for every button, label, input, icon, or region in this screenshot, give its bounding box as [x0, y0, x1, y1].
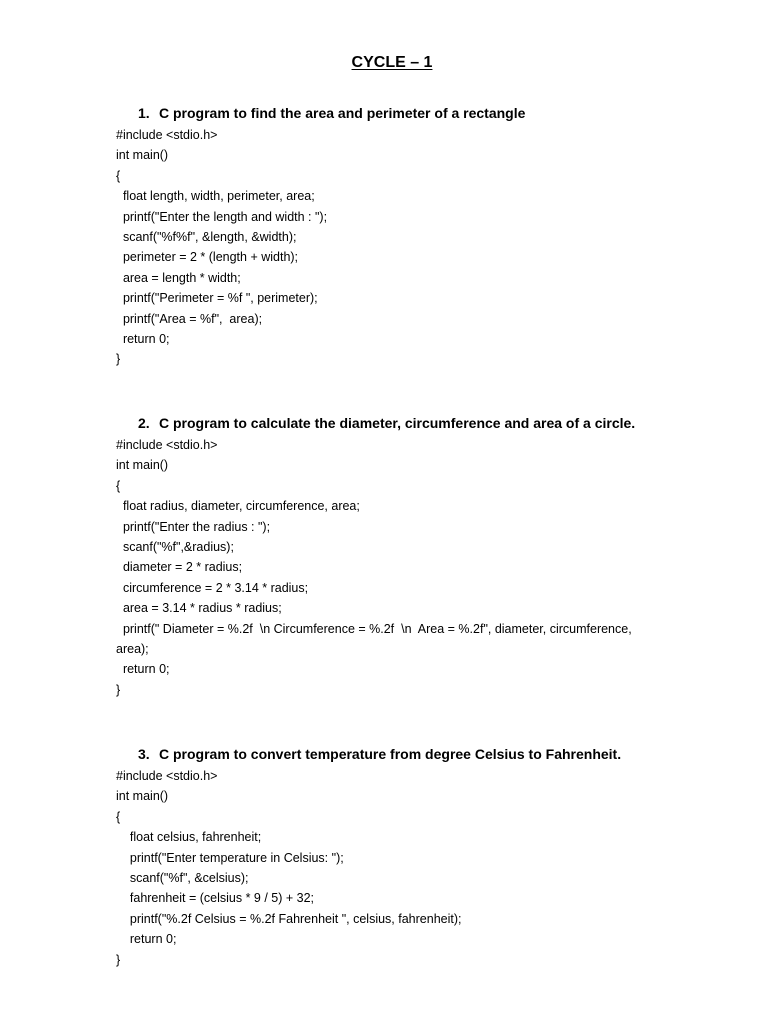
code-line: diameter = 2 * radius; — [116, 560, 243, 575]
code-line: int main() — [116, 148, 169, 163]
code-line: scanf("%f", &celsius); — [116, 870, 249, 885]
code-line: printf("Enter the radius : "); — [116, 519, 271, 534]
section-number: 2. — [138, 415, 150, 431]
code-block — [116, 766, 736, 970]
code-line: printf("Area = %f", area); — [116, 311, 263, 326]
code-line: } — [116, 352, 121, 367]
code-line: { — [116, 478, 121, 493]
code-line: float celsius, fahrenheit; — [116, 830, 262, 845]
code-line: } — [116, 682, 121, 697]
code-line: { — [116, 809, 121, 824]
code-line: #include <stdio.h> — [116, 438, 218, 452]
section-number: 3. — [138, 746, 150, 762]
section-heading-text: C program to calculate the diameter, circumference and area of a circle. — [159, 415, 636, 431]
code-line: float length, width, perimeter, area; — [116, 189, 315, 204]
code-line: printf("%.2f Celsius = %.2f Fahrenheit ", celsius, fahrenheit); — [116, 911, 462, 926]
code-line: int main() — [116, 458, 169, 473]
code-line: fahrenheit = (celsius * 9 / 5) + 32; — [116, 891, 315, 906]
program-section-3 — [116, 744, 736, 970]
code-line: circumference = 2 * 3.14 * radius; — [116, 580, 309, 595]
section-heading-text: C program to find the area and perimeter of a rectangle — [159, 105, 526, 121]
code-line: #include <stdio.h> — [116, 769, 218, 783]
code-line: printf("Enter the length and width : "); — [116, 209, 328, 224]
code-block — [116, 125, 736, 370]
code-line: area); — [116, 641, 149, 656]
code-line: return 0; — [116, 662, 170, 677]
code-line: printf(" Diameter = %.2f \n Circumference = %.2f \n Area = %.2f", diameter, circumference, — [116, 621, 632, 636]
code-line: float radius, diameter, circumference, area; — [116, 499, 360, 514]
code-line: } — [116, 952, 121, 967]
page-title: CYCLE – 1 — [351, 54, 433, 71]
code-line: printf("Perimeter = %f ", perimeter); — [116, 291, 318, 306]
code-line: area = length * width; — [116, 270, 241, 285]
section-number: 1. — [138, 105, 150, 121]
code-line: scanf("%f%f", &length, &width); — [116, 229, 297, 244]
code-line: perimeter = 2 * (length + width); — [116, 250, 299, 265]
code-line: return 0; — [116, 932, 177, 947]
section-heading-text: C program to convert temperature from degree Celsius to Fahrenheit. — [159, 746, 622, 762]
section-heading — [138, 413, 736, 435]
code-line: printf("Enter temperature in Celsius: "); — [116, 850, 344, 865]
code-line: scanf("%f",&radius); — [116, 539, 234, 554]
section-heading — [138, 744, 736, 766]
program-section-2 — [116, 413, 736, 700]
code-line: return 0; — [116, 331, 170, 346]
code-line: #include <stdio.h> — [116, 128, 218, 142]
code-line: area = 3.14 * radius * radius; — [116, 601, 282, 616]
section-heading — [138, 103, 736, 125]
code-block — [116, 435, 736, 700]
code-line: int main() — [116, 789, 169, 804]
code-line: { — [116, 168, 121, 183]
program-section-1 — [116, 103, 736, 370]
